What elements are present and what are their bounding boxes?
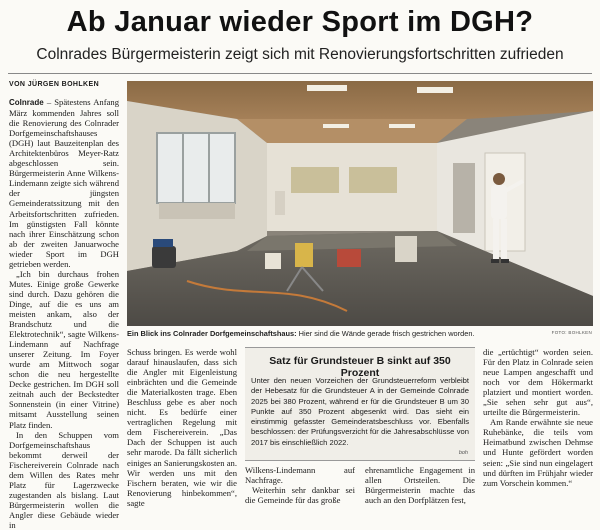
- grundsteuer-infobox: [245, 347, 475, 461]
- byline: VON JÜRGEN BOHLKEN: [9, 81, 100, 88]
- lead-paragraph: – Spätestens Anfang März kommenden Jahres soll die Renovierung des Colnrader Dorfgemeinschaftshauses (DGH) laut Bauzeitenplan des Architektenbüros Meyer-Ratz abgeschlossen sein. Bürgermeisterin Anne Wilkens-Lindemann zeigte sich während der jüngsten Gemeinderatssitzung mit den Arbeitsfortschritten zufrieden. Im günstigsten Fall könnte nach ihrer Einschätzung schon ab der zweiten Januarwoche wieder Sport im DGH getrieben werden.: [9, 97, 119, 269]
- paragraph-column-4: ehrenamtliche Engagement in allen Ortsteilen. Die Bürgermeisterin machte das auch an den Dorfplätzen fest,: [365, 465, 475, 506]
- paragraph-column-5b: Am Rande erwähnte sie neue Ruhebänke, die teils vom Heimatbund zwischen Dehmse und Hunte gefördert worden seien: „Sie sind nun eingelagert und dürften im Frühjahr wieder zum Vorschein kommen.“: [483, 417, 593, 488]
- caption-bold: Ein Blick ins Colnrader Dorfgemeinschaftshaus:: [127, 329, 297, 338]
- article-column-5: [483, 347, 593, 504]
- headline-rule: [8, 73, 592, 74]
- photo-credit: FOTO: BOHLKEN: [551, 330, 592, 335]
- paragraph-column-3a: Wilkens-Lindemann auf Nachfrage.: [245, 465, 355, 486]
- paragraph-column-5a: die „ertüchtigt“ worden seien. Für den Platz in Colnrade seien neue Lampen angeschafft und noch vor dem Hökermarkt platziert und montiert worden. „Sie sehen sehr gut aus“, urteilte die Bürgermeisterin.: [483, 347, 593, 418]
- article-column-1: [9, 97, 119, 530]
- painter-in-hall-image: [127, 81, 593, 326]
- article-column-4: [365, 465, 475, 504]
- paragraph-fishing-club: In den Schuppen vom Dorfgemeinschaftshaus bekommt derweil der Fischereiverein Colnrade nach dem Willen des Rates mehr Platz für Lagerzwecke zugestanden als bislang. Laut Bürgermeisterin wollen die Angler diese Gebäude wieder in: [9, 429, 119, 530]
- article-headline: Ab Januar wieder Sport im DGH?: [66, 6, 534, 38]
- infobox-text: Unter den neuen Vorzeichen der Grundsteuerreform verbleibt der Hebesatz für die Grundsteuer A in der Gemeinde Colnrade 2025 bei 380 Prozent, während er für die Grundsteuer B um 30 Punkte auf 350 Prozent abgesenkt wird. Das sieht ein einstimmig gefasster Gemeinderatsbeschluss vor. Ebenfalls beschlossen: der Prüfungsverzicht für die Jahresabschlüsse von 2017 bis einschließlich 2022.: [251, 376, 469, 447]
- caption-text: Hier sind die Wände gerade frisch gestrichen worden.: [296, 329, 475, 338]
- article-subheadline: Colnrades Bürgermeisterin zeigt sich mit Renovierungsfortschritten zufrieden: [36, 46, 564, 63]
- infobox-author: boh: [458, 450, 468, 456]
- dateline-location: Colnrade: [9, 98, 44, 107]
- article-column-2: [127, 347, 237, 508]
- article-photo: [127, 81, 593, 326]
- paragraph-quote: „Ich bin durchaus frohen Mutes. Einige große Gewerke sind durch. Dazu gehören die Dinge, auf die es uns am meisten ankam, also der Brandschutz und die Elektrotechnik“, sagte Wilkens-Lindemann auf Nachfrage unserer Zeitung. Im Foyer wurde am Mittwoch sogar schon die neu hergestellte Decke gestrichen. Im DGH soll zeitnah auch der Beckstedter Sonnenstein (in einer Vitrine) mitsamt Ausstellung seinen Platz finden.: [9, 268, 119, 430]
- photo-caption: [127, 329, 593, 338]
- paragraph-column-3b: Weiterhin sehr dankbar sei die Gemeinde für das große: [245, 485, 355, 506]
- article-column-3: [245, 465, 355, 504]
- paragraph-column-2: Schuss bringen. Es werde wohl darauf hinauslaufen, dass sich die Angler mit Eigenleistung einbrächten und die Gemeinde die Materialkosten trage. Eben Beschluss gebe es aber noch nicht. Es bedürfe einer vertraglichen Regelung mit dem Fischereiverein. „Das Dach der Schuppen ist auch sehr marode. Da fällt sicherlich einiges an Sanierungskosten an. Wir werden uns mit den Fischern beraten, wie wir die Renovierung hinbekommen“, sagte: [127, 347, 237, 508]
- infobox-title: Satz für Grundsteuer B sinkt auf 350 Prozent: [269, 355, 451, 379]
